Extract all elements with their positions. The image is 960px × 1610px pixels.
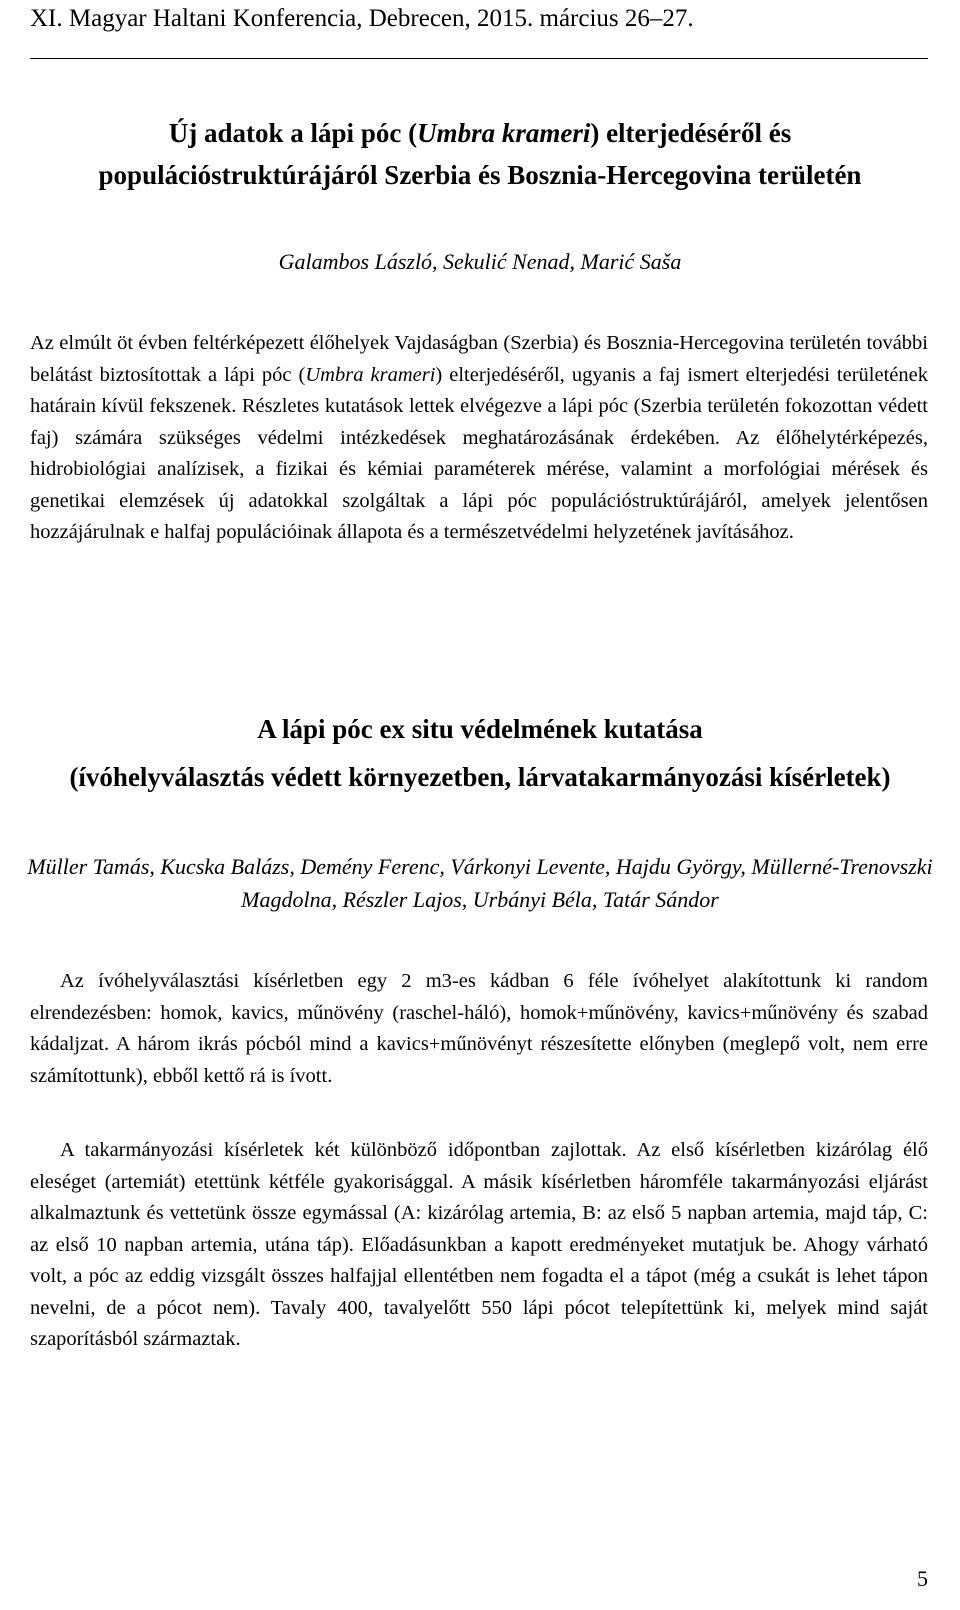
article2-title-line2: (ívóhelyválasztás védett környezetben, lárvatakarmányozási kísérletek) (69, 762, 891, 792)
article1-abstract (30, 328, 928, 549)
article1-title-species: Umbra krameri (417, 118, 591, 148)
article1-title-before: Új adatok a lápi póc ( (168, 118, 418, 148)
article2-paragraph-2: A takarmányozási kísérletek két különböző időpontban zajlottak. Az első kísérletben kizárólag élő eleséget (artemiát) etettünk kétféle gyakorisággal. A másik kísérletben háromféle takarmányozási eljárást alkalmaztunk és vettetünk össze egymással (A: kizárólag artemia, B: az első 5 napban artemia, majd táp, C: az első 10 napban artemia, utána táp). Előadásunkban a kapott eredményeket mutatjuk be. Ahogy várható volt, a póc az eddig vizsgált összes halfajjal ellentétben nem fogadta el a tápot (még a csukát is lehet tápon nevelni, de a pócot nem). Tavaly 400, tavalyelőtt 550 lápi pócot telepítettünk ki, melyek mind saját szaporításból származtak. (30, 1139, 928, 1350)
article2-paragraph-1: Az ívóhelyválasztási kísérletben egy 2 m3-es kádban 6 féle ívóhelyet alakítottunk ki random elrendezésben: homok, kavics, műnövény (raschel-háló), homok+műnövény, kavics+műnövény és szabad kádaljzat. A három ikrás pócból mind a kavics+műnövényt részesítette előnyben (meglepő volt, nem erre számítottunk), ebből kettő rá is ívott. (30, 970, 928, 1087)
article1-title-after: ) elterjedéséről és populációstruktúrájáról Szerbia és Bosznia-Hercegovina területén (98, 118, 862, 190)
conference-header: XI. Magyar Haltani Konferencia, Debrecen, 2015. március 26–27. (30, 5, 694, 32)
header-divider (30, 58, 928, 59)
article1-abstract-part2: ) elterjedéséről, ugyanis a faj ismert elterjedési területének határain kívül fekszenek. Részletes kutatások lettek elvégezve a lápi póc (Szerbia területén fokozottan védett faj) számára szükséges védelmi intézkedések meghatározásának érdekében. Az élőhelytérképezés, hidrobiológiai analízisek, a fizikai és kémiai paraméterek mérése, valamint a morfológiai mérések és genetikai elemzések új adatokkal szolgáltak a lápi póc populációstruktúrájáról, amelyek jelentősen hozzájárulnak e halfaj populációinak állapota és a természetvédelmi helyzetének javításához. (30, 363, 928, 543)
article1-authors: Galambos László, Sekulić Nenad, Marić Saša (278, 249, 682, 274)
article2-title-line1: A lápi póc ex situ védelmének kutatása (257, 714, 703, 744)
page-number: 5 (917, 1566, 928, 1591)
article2-authors: Müller Tamás, Kucska Balázs, Demény Ferenc, Várkonyi Levente, Hajdu György, Müllerné-Trenovszki Magdolna, Részler Lajos, Urbányi Béla, Tatár Sándor (27, 854, 933, 912)
article1-abstract-species: Umbra krameri (305, 363, 436, 386)
article1-abstract-part1: Az elmúlt öt évben feltérképezett élőhelyek Vajdaságban (Szerbia) és Bosznia-Hercegovina területén további belátást biztosítottak a lápi póc ( (30, 332, 928, 386)
article1-title (40, 113, 920, 196)
